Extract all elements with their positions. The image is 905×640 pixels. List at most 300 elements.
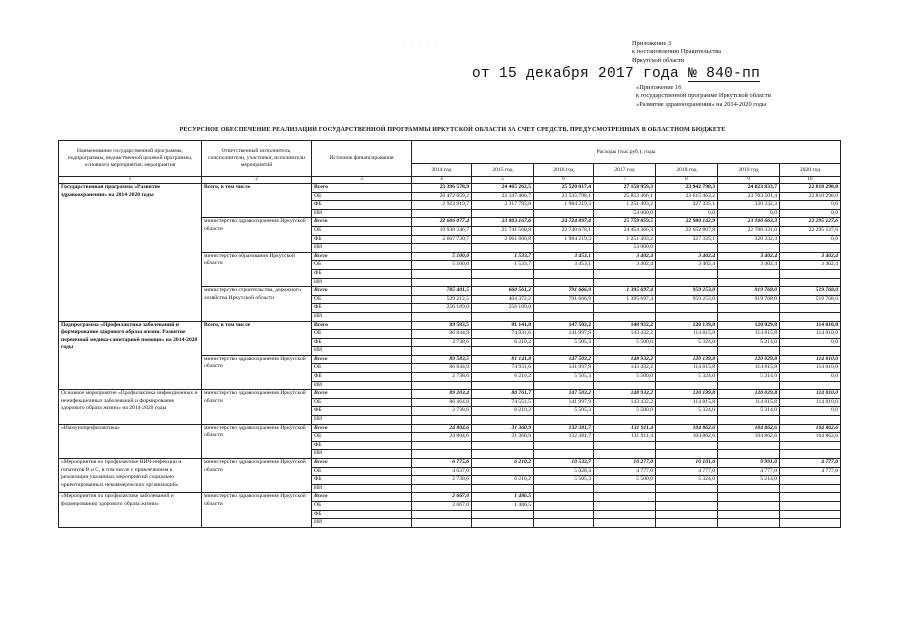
value-cell	[718, 244, 780, 253]
value-cell	[780, 416, 841, 425]
value-cell: 6 210,2	[472, 407, 534, 416]
value-cell	[472, 278, 534, 287]
value-cell: 31 360,9	[472, 424, 534, 433]
value-cell	[412, 519, 472, 528]
source-cell: ОБ	[312, 295, 412, 304]
value-cell: 120 139,8	[656, 355, 718, 364]
value-cell	[780, 501, 841, 510]
value-cell: 5 100,0	[412, 261, 472, 270]
value-cell	[534, 501, 594, 510]
value-cell: 959 253,0	[656, 287, 718, 296]
value-cell	[656, 493, 718, 502]
value-cell	[718, 450, 780, 459]
value-cell	[412, 510, 472, 519]
value-cell: 114 010,0	[780, 364, 841, 373]
value-cell: 25 520 017,4	[534, 184, 594, 193]
column-header-name: Наименование государственной программы, подпрограммы, ведомственной целевой программы, основного мероприятия, мероприятия	[59, 141, 202, 177]
column-number: 4	[412, 177, 472, 184]
value-cell: 86 464,8	[412, 398, 472, 407]
value-cell: 2 738,6	[412, 338, 472, 347]
value-cell: 131 911,4	[594, 433, 656, 442]
source-cell: ФБ	[312, 201, 412, 210]
value-cell: 4 777,0	[594, 467, 656, 476]
value-cell: 22 740 678,1	[534, 226, 594, 235]
value-cell: 5 500,0	[594, 338, 656, 347]
value-cell	[656, 501, 718, 510]
value-cell: 24 804,6	[412, 433, 472, 442]
value-cell: 19 938 346,7	[412, 226, 472, 235]
value-cell	[534, 450, 594, 459]
value-cell: 0,0	[780, 373, 841, 382]
value-cell	[656, 441, 718, 450]
source-cell: ФБ	[312, 510, 412, 519]
value-cell: 320 332,3	[718, 235, 780, 244]
value-cell	[656, 347, 718, 356]
source-cell: ОБ	[312, 261, 412, 270]
value-cell	[718, 484, 780, 493]
value-cell: 1 984 219,3	[534, 201, 594, 210]
value-cell: 10 533,7	[534, 459, 594, 468]
value-cell: 3 402,4	[780, 261, 841, 270]
value-cell: 6 210,2	[472, 373, 534, 382]
value-cell	[656, 484, 718, 493]
value-cell: 22 295 127,6	[780, 226, 841, 235]
value-cell: 24 804,6	[412, 424, 472, 433]
value-cell: 0,0	[780, 407, 841, 416]
value-cell	[718, 501, 780, 510]
value-cell: 4 777,0	[718, 467, 780, 476]
column-number: 10	[780, 177, 841, 184]
value-cell: 5 500,0	[594, 407, 656, 416]
value-cell: 24 023 833,7	[718, 184, 780, 193]
value-cell: 10 101,0	[656, 459, 718, 468]
table-row	[59, 390, 841, 399]
value-cell	[412, 441, 472, 450]
column-number: 7	[594, 177, 656, 184]
value-cell: 5 214,0	[718, 407, 780, 416]
value-cell: 256 189,0	[472, 304, 534, 313]
value-cell	[472, 510, 534, 519]
value-cell	[656, 244, 718, 253]
value-cell	[656, 416, 718, 425]
value-cell	[472, 441, 534, 450]
value-cell: 6 210,2	[472, 338, 534, 347]
value-cell: 148 932,2	[594, 321, 656, 330]
value-cell	[472, 209, 534, 218]
value-cell	[594, 278, 656, 287]
value-cell	[534, 278, 594, 287]
value-cell	[534, 244, 594, 253]
source-cell: ФБ	[312, 269, 412, 278]
source-cell: ОБ	[312, 226, 412, 235]
value-cell: 791 666,9	[534, 295, 594, 304]
source-cell: ИИ	[312, 347, 412, 356]
value-cell: 114 815,8	[718, 398, 780, 407]
value-cell: 0,0	[656, 209, 718, 218]
value-cell: 31 360,9	[472, 433, 534, 442]
value-cell: 24 454 366,3	[594, 226, 656, 235]
value-cell	[472, 347, 534, 356]
value-cell: 86 844,9	[412, 364, 472, 373]
value-cell: 22 652 807,8	[656, 226, 718, 235]
appendix-line: к постановлению Правительства	[632, 48, 722, 56]
source-cell: ФБ	[312, 441, 412, 450]
decree-date: от 15 декабря 2017 года	[472, 66, 680, 82]
value-cell: 147 503,2	[534, 355, 594, 364]
value-cell	[718, 347, 780, 356]
source-cell: ОБ	[312, 192, 412, 201]
value-cell	[472, 467, 534, 476]
source-cell: ИИ	[312, 381, 412, 390]
column-number: 8	[656, 177, 718, 184]
value-cell: 23 535 798,1	[534, 192, 594, 201]
value-cell	[594, 501, 656, 510]
value-cell: 148 932,2	[594, 390, 656, 399]
value-cell	[718, 416, 780, 425]
value-cell: 3 453,1	[534, 261, 594, 270]
value-cell: 132 381,7	[534, 424, 594, 433]
value-cell: 1 984 219,3	[534, 235, 594, 244]
value-cell	[718, 493, 780, 502]
value-cell	[780, 510, 841, 519]
appendix-line: Иркутской области	[632, 56, 685, 64]
source-cell: ФБ	[312, 338, 412, 347]
column-number: 1	[59, 177, 202, 184]
source-cell: ФБ	[312, 235, 412, 244]
value-cell: 86 844,9	[412, 330, 472, 339]
value-cell: 141 997,9	[534, 330, 594, 339]
value-cell: 104 862,6	[780, 424, 841, 433]
value-cell: 104 862,6	[656, 433, 718, 442]
value-cell: 114 010,0	[780, 398, 841, 407]
value-cell	[656, 381, 718, 390]
value-cell: 23 100 663,3	[718, 218, 780, 227]
value-cell: 519 768,0	[780, 295, 841, 304]
value-cell: 114 815,8	[656, 398, 718, 407]
value-cell: 120 029,8	[718, 321, 780, 330]
value-cell: 6 210,2	[472, 476, 534, 485]
scan-artifact: · · · · · · · · · ·	[386, 44, 466, 49]
value-cell: 660 561,2	[472, 287, 534, 296]
value-cell	[656, 269, 718, 278]
executor-cell: министерство строительства, дорожного хозяйства Иркутской области	[202, 287, 312, 321]
column-number: 3	[312, 177, 412, 184]
value-cell: 3 402,4	[656, 261, 718, 270]
value-cell: 21 741 560,8	[472, 226, 534, 235]
value-cell: 2 667 730,7	[412, 235, 472, 244]
value-cell: 3 453,1	[534, 252, 594, 261]
program-name-cell: Основное мероприятие «Профилактика инфекционных и неинфекционных заболеваний и формирование здорового образа жизни» на 2014-2020 годы	[59, 390, 202, 424]
value-cell	[412, 209, 472, 218]
value-cell	[780, 493, 841, 502]
value-cell	[472, 244, 534, 253]
value-cell: 959 253,0	[656, 295, 718, 304]
source-cell: ИИ	[312, 484, 412, 493]
value-cell	[780, 347, 841, 356]
value-cell: 80 761,7	[472, 390, 534, 399]
value-cell	[534, 441, 594, 450]
source-cell: ФБ	[312, 476, 412, 485]
value-cell: 3 402,4	[594, 252, 656, 261]
value-cell: 147 503,2	[534, 321, 594, 330]
value-cell: 25 759 859,5	[594, 218, 656, 227]
value-cell	[412, 347, 472, 356]
value-cell: 2 738,6	[412, 476, 472, 485]
value-cell: 1 395 697,4	[594, 287, 656, 296]
source-cell: Всего	[312, 459, 412, 468]
source-cell: ФБ	[312, 407, 412, 416]
year-header: 2019 год	[718, 164, 780, 177]
year-header: 2020 год	[780, 164, 841, 177]
value-cell: 5 500,0	[594, 476, 656, 485]
value-cell: 114 010,0	[780, 355, 841, 364]
value-cell	[780, 381, 841, 390]
column-header-expenses: Расходы (тыс.руб.), годы	[412, 141, 841, 164]
source-cell: ФБ	[312, 373, 412, 382]
value-cell: 23 942 798,3	[656, 184, 718, 193]
table-row	[59, 321, 841, 330]
value-cell: 1 486,5	[472, 493, 534, 502]
appendix-line: Приложение 3	[632, 40, 672, 47]
table-row	[59, 459, 841, 468]
value-cell: 24 724 897,4	[534, 218, 594, 227]
executor-cell: министерство здравоохранения Иркутской области	[202, 390, 312, 424]
source-cell: ФБ	[312, 304, 412, 313]
value-cell	[594, 510, 656, 519]
value-cell: 0,0	[780, 201, 841, 210]
executor-cell: министерство здравоохранения Иркутской области	[202, 218, 312, 252]
value-cell	[534, 416, 594, 425]
executor-cell: министерство здравоохранения Иркутской области	[202, 355, 312, 389]
value-cell	[594, 304, 656, 313]
source-cell: Всего	[312, 390, 412, 399]
value-cell	[534, 312, 594, 321]
value-cell: 10 277,0	[594, 459, 656, 468]
decree-number: № 840-пп	[688, 66, 761, 82]
appendix-line: «Развитие здравоохранения» на 2014-2020 годы	[636, 100, 767, 108]
source-cell: ИИ	[312, 450, 412, 459]
value-cell: 143 432,2	[594, 398, 656, 407]
value-cell	[594, 416, 656, 425]
source-cell: ИИ	[312, 244, 412, 253]
value-cell: 141 997,9	[534, 398, 594, 407]
value-cell: 132 381,7	[534, 433, 594, 442]
source-cell: Всего	[312, 184, 412, 193]
value-cell: 2 738,6	[412, 373, 472, 382]
value-cell	[534, 347, 594, 356]
value-cell	[472, 269, 534, 278]
value-cell: 919 768,0	[718, 295, 780, 304]
value-cell	[780, 450, 841, 459]
decree-date-line	[472, 66, 760, 82]
value-cell	[472, 381, 534, 390]
value-cell: 1 533,7	[472, 261, 534, 270]
value-cell: 148 932,2	[594, 355, 656, 364]
appendix-header	[632, 40, 882, 65]
value-cell: 22 818 298,0	[780, 184, 841, 193]
value-cell	[412, 269, 472, 278]
program-name-cell: Государственная программа «Развитие здравоохранения» на 2014-2020 годы	[59, 184, 202, 322]
value-cell: 5 505,3	[534, 407, 594, 416]
value-cell	[472, 312, 534, 321]
value-cell	[594, 381, 656, 390]
value-cell: 23 703 501,4	[718, 192, 780, 201]
column-header-executor: Ответственный исполнитель, соисполнители, участники, исполнители мероприятий	[202, 141, 312, 177]
value-cell: 519 768,0	[780, 287, 841, 296]
resource-table	[58, 140, 841, 528]
source-cell: ИИ	[312, 209, 412, 218]
value-cell: 23 615 463,2	[656, 192, 718, 201]
value-cell	[534, 269, 594, 278]
value-cell	[534, 484, 594, 493]
value-cell	[412, 278, 472, 287]
year-header: 2016 год	[534, 164, 594, 177]
column-header-source: Источник финансирования	[312, 141, 412, 177]
value-cell	[534, 493, 594, 502]
value-cell	[656, 312, 718, 321]
value-cell: 5 324,0	[656, 476, 718, 485]
source-cell: Всего	[312, 424, 412, 433]
column-number: 2	[202, 177, 312, 184]
value-cell: 22 295 127,6	[780, 218, 841, 227]
year-header: 2014 год	[412, 164, 472, 177]
program-appendix-header	[636, 84, 886, 109]
value-cell	[718, 519, 780, 528]
program-name-cell: «Мероприятия по профилактике заболеваний и формированию здорового образа жизни»	[59, 493, 202, 527]
value-cell: 5 214,0	[718, 476, 780, 485]
value-cell: 256 189,0	[412, 304, 472, 313]
value-cell	[656, 519, 718, 528]
year-header: 2015 год	[472, 164, 534, 177]
value-cell: 2 317 795,8	[472, 201, 534, 210]
value-cell: 74 931,6	[472, 364, 534, 373]
value-cell	[718, 381, 780, 390]
value-cell	[534, 510, 594, 519]
value-cell: 1 251 493,2	[594, 201, 656, 210]
value-cell	[656, 450, 718, 459]
value-cell: 24 465 262,5	[472, 184, 534, 193]
value-cell: 74 551,5	[472, 398, 534, 407]
executor-cell: министерство здравоохранения Иркутской области	[202, 493, 312, 527]
value-cell: 2 738,6	[412, 407, 472, 416]
value-cell: 3 402,4	[718, 261, 780, 270]
table-row	[59, 493, 841, 502]
value-cell	[472, 519, 534, 528]
source-cell: ОБ	[312, 433, 412, 442]
value-cell: 114 815,8	[718, 330, 780, 339]
value-cell: 5 324,0	[656, 338, 718, 347]
value-cell	[718, 441, 780, 450]
value-cell: 74 931,6	[472, 330, 534, 339]
value-cell: 22 780 331,0	[718, 226, 780, 235]
value-cell: 5 324,0	[656, 373, 718, 382]
value-cell: 114 010,0	[780, 390, 841, 399]
value-cell: 114 010,0	[780, 321, 841, 330]
source-cell: Всего	[312, 287, 412, 296]
value-cell: 5 214,0	[718, 373, 780, 382]
value-cell	[718, 304, 780, 313]
value-cell: 89 583,5	[412, 355, 472, 364]
value-cell	[594, 312, 656, 321]
value-cell: 1 533,7	[472, 252, 534, 261]
source-cell: Всего	[312, 355, 412, 364]
value-cell: 4 037,0	[412, 467, 472, 476]
value-cell: 81 141,8	[472, 355, 534, 364]
value-cell	[534, 209, 594, 218]
executor-cell: Всего, в том числе	[202, 321, 312, 355]
value-cell: 0,0	[718, 209, 780, 218]
value-cell: 4 777,0	[780, 459, 841, 468]
value-cell: 25 853 466,1	[594, 192, 656, 201]
value-cell	[780, 304, 841, 313]
column-number: 9	[718, 177, 780, 184]
value-cell: 120 029,8	[718, 390, 780, 399]
value-cell	[412, 484, 472, 493]
value-cell: 141 997,9	[534, 364, 594, 373]
value-cell: 54 000,0	[594, 209, 656, 218]
value-cell	[594, 450, 656, 459]
value-cell: 1 251 493,2	[594, 235, 656, 244]
program-name-cell: Подпрограмма «Профилактика заболеваний и формирование здорового образа жизни. Развитие первичной медико-санитарной помощи» на 2014-2020 годы	[59, 321, 202, 390]
value-cell: 6 210,2	[472, 459, 534, 468]
value-cell: 791 666,9	[534, 287, 594, 296]
value-cell	[534, 304, 594, 313]
value-cell	[718, 510, 780, 519]
value-cell: 114 815,8	[718, 364, 780, 373]
value-cell	[780, 312, 841, 321]
value-cell: 529 212,5	[412, 295, 472, 304]
value-cell: 2 923 919,7	[412, 201, 472, 210]
value-cell: 23 803 167,6	[472, 218, 534, 227]
value-cell: 5 028,4	[534, 467, 594, 476]
value-cell	[780, 476, 841, 485]
source-cell: ОБ	[312, 398, 412, 407]
value-cell: 327 335,1	[656, 201, 718, 210]
source-cell: ИИ	[312, 312, 412, 321]
source-cell: Всего	[312, 218, 412, 227]
value-cell: 22 980 142,9	[656, 218, 718, 227]
value-cell	[656, 278, 718, 287]
resource-table-wrapper	[58, 140, 840, 528]
value-cell	[412, 312, 472, 321]
column-number: 6	[534, 177, 594, 184]
value-cell: 147 503,2	[534, 390, 594, 399]
value-cell: 9 991,0	[718, 459, 780, 468]
value-cell: 104 862,6	[656, 424, 718, 433]
value-cell: 919 768,0	[718, 287, 780, 296]
value-cell: 2 667,0	[412, 501, 472, 510]
value-cell: 54 000,0	[594, 244, 656, 253]
appendix-line: «Приложение 16	[636, 84, 682, 91]
value-cell	[656, 304, 718, 313]
value-cell	[780, 484, 841, 493]
value-cell: 104 862,6	[780, 433, 841, 442]
value-cell	[412, 450, 472, 459]
value-cell	[780, 519, 841, 528]
source-cell: Всего	[312, 493, 412, 502]
document-title: РЕСУРСНОЕ ОБЕСПЕЧЕНИЕ РЕАЛИЗАЦИИ ГОСУДАРСТВЕННОЙ ПРОГРАММЫ ИРКУТСКОЙ ОБЛАСТИ ЗА СЧЕТ СРЕДСТВ, ПРЕДУСМОТРЕННЫХ В ОБЛАСТНОМ БЮДЖЕТЕ	[179, 127, 726, 133]
value-cell: 104 862,6	[718, 424, 780, 433]
value-cell: 131 911,4	[594, 424, 656, 433]
value-cell: 114 815,8	[656, 330, 718, 339]
value-cell: 5 505,3	[534, 476, 594, 485]
table-row	[59, 184, 841, 193]
source-cell: ИИ	[312, 519, 412, 528]
value-cell	[594, 484, 656, 493]
value-cell: 5 500,0	[594, 373, 656, 382]
value-cell: 104 862,6	[718, 433, 780, 442]
value-cell: 81 141,8	[472, 321, 534, 330]
